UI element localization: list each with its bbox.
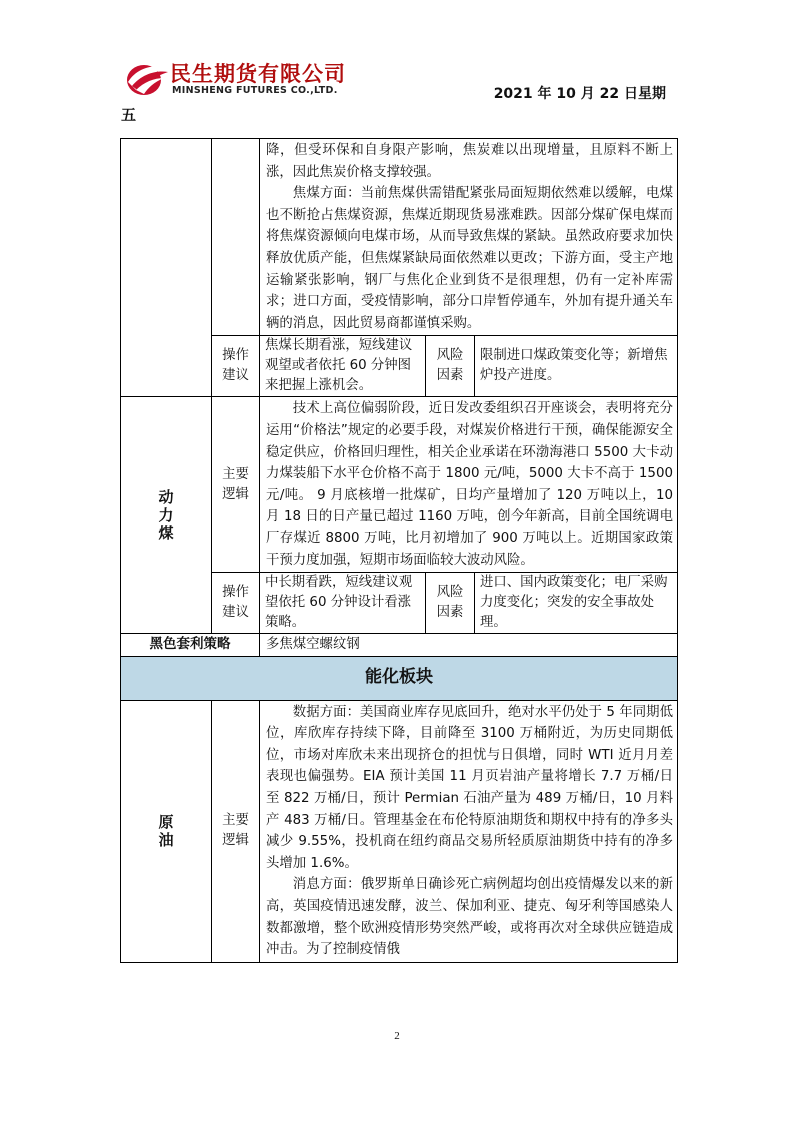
crude-oil-name: 原 油	[121, 700, 212, 962]
energy-section-title: 能化板块	[121, 656, 678, 700]
report-date: 2021 年 10 月 22 日星期	[493, 86, 666, 102]
crude-logic-paragraph: 消息方面：俄罗斯单日确诊死亡病例超均创出疫情爆发以来的新高，英国疫情迅速发酵，波兰、保加利亚、捷克、匈牙利等国感染人数都激增，整个欧洲疫情形势突然严峻，或将再次对全球供应链造成冲击。为了控制疫情俄	[266, 877, 673, 958]
coke-risk-text: 限制进口煤政策变化等；新增焦炉投产进度。	[475, 336, 678, 397]
coke-logic-text	[260, 139, 678, 336]
crude-logic-text	[260, 700, 678, 962]
arbitrage-label: 黑色套利策略	[121, 634, 260, 657]
company-name-en: MINSHENG FUTURES CO.,LTD.	[172, 85, 338, 96]
coke-logic-paragraph: 焦煤方面：当前焦煤供需错配紧张局面短期依然难以缓解，电煤也不断抢占焦煤资源，焦煤近期现货易涨难跌。因部分煤矿保电煤而将焦煤资源倾向电煤市场，从而导致焦煤的紧缺。虽然政府要求加快释放优质产能，但焦煤紧缺局面依然难以更改；下游方面，受主产地运输紧张影响，钢厂与焦化企业到货不是很理想，仍有一定补库需求；进口方面，受疫情影响，部分口岸暂停通车，外加有提升通关车辆的消息，因此贸易商都谨慎采购。	[266, 186, 673, 331]
company-name-cn: 民生期货有限公司	[170, 62, 346, 86]
page-number: 2	[394, 1030, 400, 1042]
arbitrage-value: 多焦煤空螺纹钢	[260, 634, 678, 657]
thermal-logic-label: 主要 逻辑	[212, 397, 260, 573]
thermal-op-text: 中长期看跌，短线建议观望依托 60 分钟设计看涨策略。	[260, 573, 426, 634]
coke-logic-row	[121, 139, 678, 336]
minsheng-logo-icon	[122, 56, 172, 100]
thermal-logic-row	[121, 397, 678, 573]
coke-name-cell	[121, 139, 212, 397]
report-weekday: 五	[121, 106, 137, 124]
thermal-op-label: 操作 建议	[212, 573, 260, 634]
thermal-logic-text: 技术上高位偏弱阶段，近日发改委组织召开座谈会，表明将充分运用“价格法”规定的必要手段，对煤炭价格进行干预，确保能源安全稳定供应，价格回归理性，相关企业承诺在环渤海港口 5500 大卡动力煤装船下水平仓价格不高于 1800 元/吨，5000 大卡不高于 1500 元/吨。 9 月底核增一批煤矿，日均产量增加了 120 万吨以上，10 月 18 日的日产量已超过 1160 万吨，创今年新高，目前全国统调电厂存煤近 8800 万吨，比月初增加了 900 万吨以上。近期国家政策干预力度加强，短期市场面临较大波动风险。	[260, 397, 678, 573]
coke-logic-paragraph: 降，但受环保和自身限产影响，焦炭难以出现增量，且原料不断上涨，因此焦炭价格支撑较强。	[266, 143, 673, 180]
thermal-risk-label: 风险 因素	[426, 573, 475, 634]
coke-logic-label-cell	[212, 139, 260, 336]
coke-op-text: 焦煤长期看涨，短线建议观望或者依托 60 分钟图来把握上涨机会。	[260, 336, 426, 397]
arbitrage-row	[121, 634, 678, 657]
thermal-risk-text: 进口、国内政策变化；电厂采购力度变化；突发的安全事故处理。	[475, 573, 678, 634]
coke-risk-label: 风险 因素	[426, 336, 475, 397]
coke-op-label: 操作 建议	[212, 336, 260, 397]
energy-section-row	[121, 656, 678, 700]
strategy-table	[120, 138, 678, 963]
company-logo	[122, 56, 362, 104]
crude-logic-row	[121, 700, 678, 962]
crude-logic-label: 主要 逻辑	[212, 700, 260, 962]
crude-logic-paragraph: 数据方面：美国商业库存见底回升，绝对水平仍处于 5 年同期低位，库欣库存持续下降，目前降至 3100 万桶附近，为历史同期低位，市场对库欣未来出现挤仓的担忧与日俱增，同时 WTI 近月月差表现也偏强势。EIA 预计美国 11 月页岩油产量将增长 7.7 万桶/日至 822 万桶/日，预计 Permian 石油产量为 489 万桶/日，10 月料产 483 万桶/日。管理基金在布伦特原油期货和期权中持有的净多头减少 9.55%，投机商在纽约商品交易所轻质原油期货中持有的净多头增加 1.6%。	[266, 704, 673, 871]
thermal-coal-name: 动 力 煤	[121, 397, 212, 634]
